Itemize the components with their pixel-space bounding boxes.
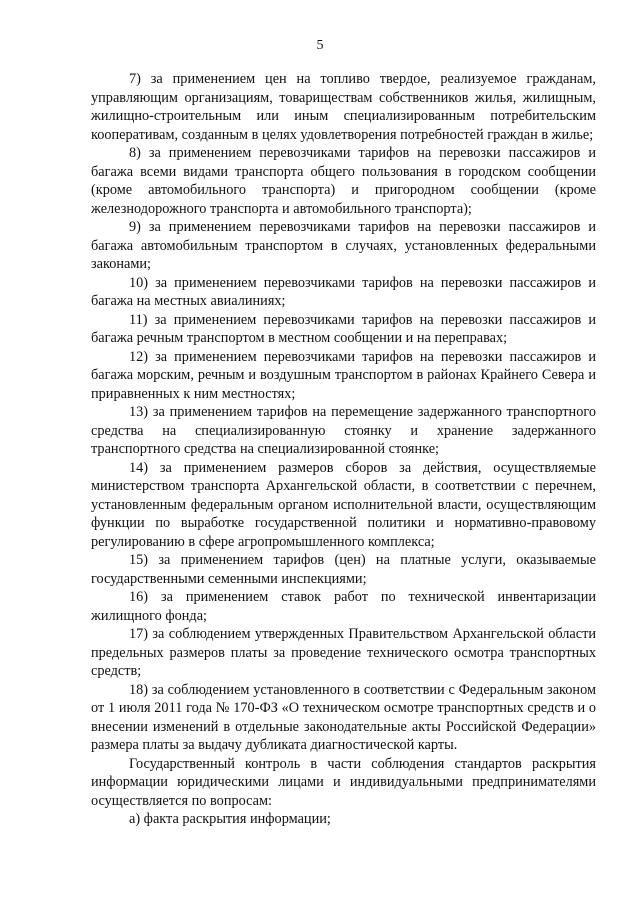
document-body (91, 70, 596, 829)
paragraph-item-18: 18) за соблюдением установленного в соответствии с Федеральным законом от 1 июля 2011 года № 170-ФЗ «О техническом осмотре транспортных средств и о внесении изменений в отдельные законодательные акты Российской Федерации» размера платы за выдачу дубликата диагностической карты. (91, 681, 596, 753)
paragraph-item-9: 9) за применением перевозчиками тарифов на перевозки пассажиров и багажа автомобильным транспортом в случаях, установленных федеральными законами; (91, 219, 596, 272)
paragraph-control-intro: Государственный контроль в части соблюдения стандартов раскрытия информации юридическими лицами и индивидуальными предпринимателями осуществляется по вопросам: (91, 755, 596, 809)
paragraph-item-7: 7) за применением цен на топливо твердое, реализуемое гражданам, управляющим организациям, товариществам собственников жилья, жилищным, жилищно-строительным или иным специализированным потребительским кооперативам, созданным в целях удовлетворения потребностей граждан в жилье; (91, 71, 596, 143)
paragraph-item-14: 14) за применением размеров сборов за действия, осуществляемые министерством транспорта Архангельской области, в соответствии с перечнем, установленным федеральным органом исполнительной власти, осуществляющим функции по выработке государственной политики и нормативно-правовому регулированию в сфере агропромышленного комплекса; (91, 459, 596, 550)
paragraph-item-13: 13) за применением тарифов на перемещение задержанного транспортного средства на специализированную стоянку и хранение задержанного транспортного средства на специализированной стоянке; (91, 404, 596, 457)
paragraph-item-12: 12) за применением перевозчиками тарифов на перевозки пассажиров и багажа морским, речным и воздушным транспортом в районах Крайнего Севера и приравненных к ним местностях; (91, 348, 596, 402)
paragraph-item-11: 11) за применением перевозчиками тарифов на перевозки пассажиров и багажа речным транспортом в местном сообщении и на переправах; (91, 311, 596, 346)
paragraph-subitem-a: а) факта раскрытия информации; (129, 811, 331, 827)
paragraph-item-16: 16) за применением ставок работ по технической инвентаризации жилищного фонда; (91, 589, 596, 624)
paragraph-item-8: 8) за применением перевозчиками тарифов на перевозки пассажиров и багажа всеми видами транспорта общего пользования в городском сообщении (кроме автомобильного транспорта) и пригородном сообщении (кроме железнодорожного транспорта и автомобильного транспорта); (91, 145, 596, 217)
paragraph-item-17: 17) за соблюдением утвержденных Правительством Архангельской области предельных размеров платы за проведение технического осмотра транспортных средств; (91, 626, 596, 679)
page-number: 5 (316, 38, 324, 53)
paragraph-item-15: 15) за применением тарифов (цен) на платные услуги, оказываемые государственными семенными инспекциями; (91, 552, 596, 587)
paragraph-item-10: 10) за применением перевозчиками тарифов на перевозки пассажиров и багажа на местных авиалиниях; (91, 274, 596, 309)
